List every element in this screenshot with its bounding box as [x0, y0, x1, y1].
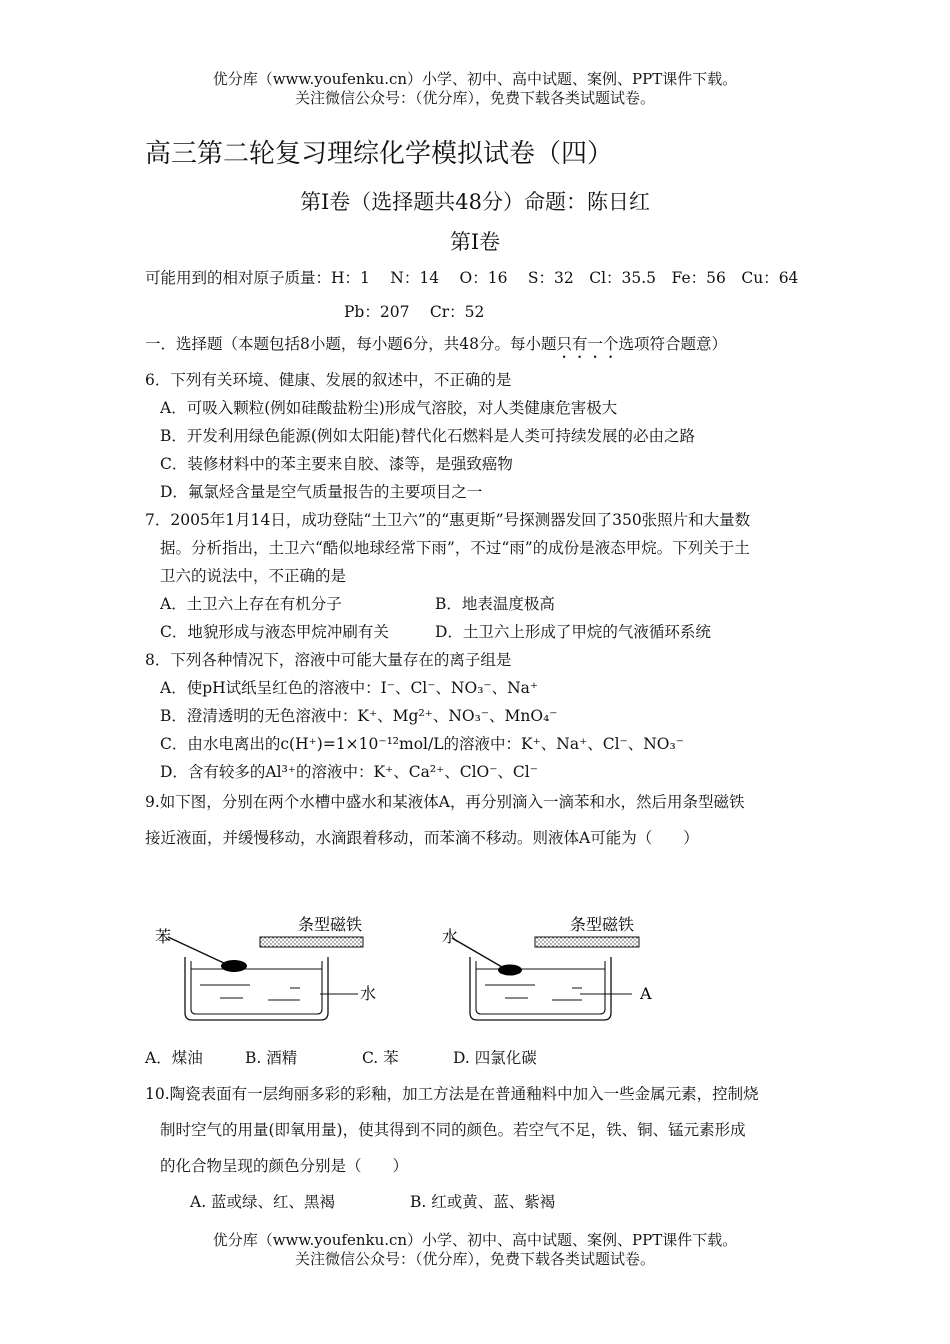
right-beaker — [470, 957, 611, 1020]
q6-option-a: A．可吸入颗粒(例如硅酸盐粉尘)形成气溶胶，对人类健康危害极大 — [160, 399, 618, 417]
right-apparatus — [442, 915, 652, 1020]
q6-stem: 6．下列有关环境、健康、发展的叙述中，不正确的是 — [145, 371, 512, 389]
left-beaker — [185, 957, 328, 1020]
q7-line-3: 卫六的说法中，不正确的是 — [160, 567, 347, 585]
left-magnet — [260, 937, 363, 947]
instructions-suffix: 选项符合题意） — [618, 335, 727, 353]
right-magnet — [535, 937, 639, 947]
right-magnet-label: 条型磁铁 — [570, 915, 635, 934]
q10-option-a: A. 蓝或绿、红、黑褐 — [190, 1193, 336, 1211]
header-line-1: 优分库（www.youfenku.cn）小学、初中、高中试题、案例、PPT课件下载。 — [212, 70, 738, 88]
q10-line-1: 10.陶瓷表面有一层绚丽多彩的彩釉，加工方法是在普通釉料中加入一些金属元素，控制烧 — [145, 1085, 759, 1103]
left-drop-label: 苯 — [155, 927, 172, 946]
instructions-emphasis: 只有一个 — [556, 335, 619, 353]
q8-option-b: B．澄清透明的无色溶液中：K⁺、Mg²⁺、NO₃⁻、MnO₄⁻ — [160, 707, 558, 725]
header-line-2: 关注微信公众号：（优分库），免费下载各类试题试卷。 — [294, 89, 655, 107]
right-drop-label: 水 — [442, 927, 459, 946]
q10-option-b: B. 红或黄、蓝、紫褐 — [410, 1193, 556, 1211]
q9-option-d: D. 四氯化碳 — [453, 1049, 537, 1067]
q10-line-3: 的化合物呈现的颜色分别是（ ） — [160, 1157, 409, 1175]
q9-option-c: C. 苯 — [362, 1049, 399, 1067]
q6-option-b: B．开发利用绿色能源(例如太阳能)替代化石燃料是人类可持续发展的必由之路 — [160, 427, 695, 445]
q9-line-2: 接近液面，并缓慢移动，水滴跟着移动，而苯滴不移动。则液体A可能为（ ） — [145, 829, 699, 847]
q6-option-d: D．氟氯烃含量是空气质量报告的主要项目之一 — [160, 483, 483, 501]
q7-line-1: 7．2005年1月14日，成功登陆“土卫六”的“惠更斯”号探测器发回了350张照片和大量数 — [145, 511, 751, 529]
q7-option-b: B．地表温度极高 — [435, 595, 555, 613]
q8-stem: 8．下列各种情况下，溶液中可能大量存在的离子组是 — [145, 651, 512, 669]
footer-line-1: 优分库（www.youfenku.cn）小学、初中、高中试题、案例、PPT课件下载。 — [212, 1231, 738, 1249]
q7-option-d: D．土卫六上形成了甲烷的气液循环系统 — [435, 623, 711, 641]
q7-line-2: 据。分析指出，土卫六“酷似地球经常下雨”，不过“雨”的成份是液态甲烷。下列关于土 — [160, 539, 750, 557]
footer-line-2: 关注微信公众号：（优分库），免费下载各类试题试卷。 — [294, 1250, 655, 1268]
q8-option-d: D．含有较多的Al³⁺的溶液中：K⁺、Ca²⁺、ClO⁻、Cl⁻ — [160, 763, 538, 781]
q6-option-c: C．装修材料中的苯主要来自胶、漆等，是强致癌物 — [160, 455, 513, 473]
q8-option-c: C．由水电离出的c(H⁺)=1×10⁻¹²mol/L的溶液中：K⁺、Na⁺、Cl⁻、NO₃⁻ — [160, 735, 684, 753]
atomic-masses-line-2: Pb：207 Cr：52 — [344, 303, 485, 321]
left-apparatus — [155, 915, 376, 1020]
left-benzene-drop — [221, 960, 247, 972]
instructions-prefix: 一．选择题（本题包括8小题，每小题6分，共48分。每小题 — [145, 335, 557, 353]
page-subtitle: 第Ⅰ卷（选择题共48分）命题：陈日红 — [299, 190, 651, 214]
q10-line-2: 制时空气的用量(即氧用量)，使其得到不同的颜色。若空气不足，铁、铜、锰元素形成 — [160, 1121, 746, 1139]
instructions — [145, 332, 727, 362]
page-title: 高三第二轮复习理综化学模拟试卷（四） — [145, 139, 614, 169]
q9-option-a: A．煤油 — [145, 1049, 203, 1067]
q9-line-1: 9.如下图，分别在两个水槽中盛水和某液体A，再分别滴入一滴苯和水，然后用条型磁铁 — [145, 793, 745, 811]
left-liquid-label: 水 — [360, 984, 377, 1003]
section-title: 第Ⅰ卷 — [449, 230, 501, 254]
left-magnet-label: 条型磁铁 — [298, 915, 363, 934]
atomic-masses-line-1: 可能用到的相对原子质量：H：1 N：14 O：16 S：32 Cl：35.5 Fe：56 Cu：64 — [145, 269, 799, 287]
q8-option-a: A．使pH试纸呈红色的溶液中：I⁻、Cl⁻、NO₃⁻、Na⁺ — [160, 679, 539, 697]
right-liquid-label: A — [640, 984, 652, 1003]
q9-option-b: B. 酒精 — [245, 1049, 298, 1067]
q9-figure — [140, 905, 700, 1035]
q7-option-a: A．土卫六上存在有机分子 — [160, 595, 342, 613]
q7-option-c: C．地貌形成与液态甲烷冲刷有关 — [160, 623, 389, 641]
